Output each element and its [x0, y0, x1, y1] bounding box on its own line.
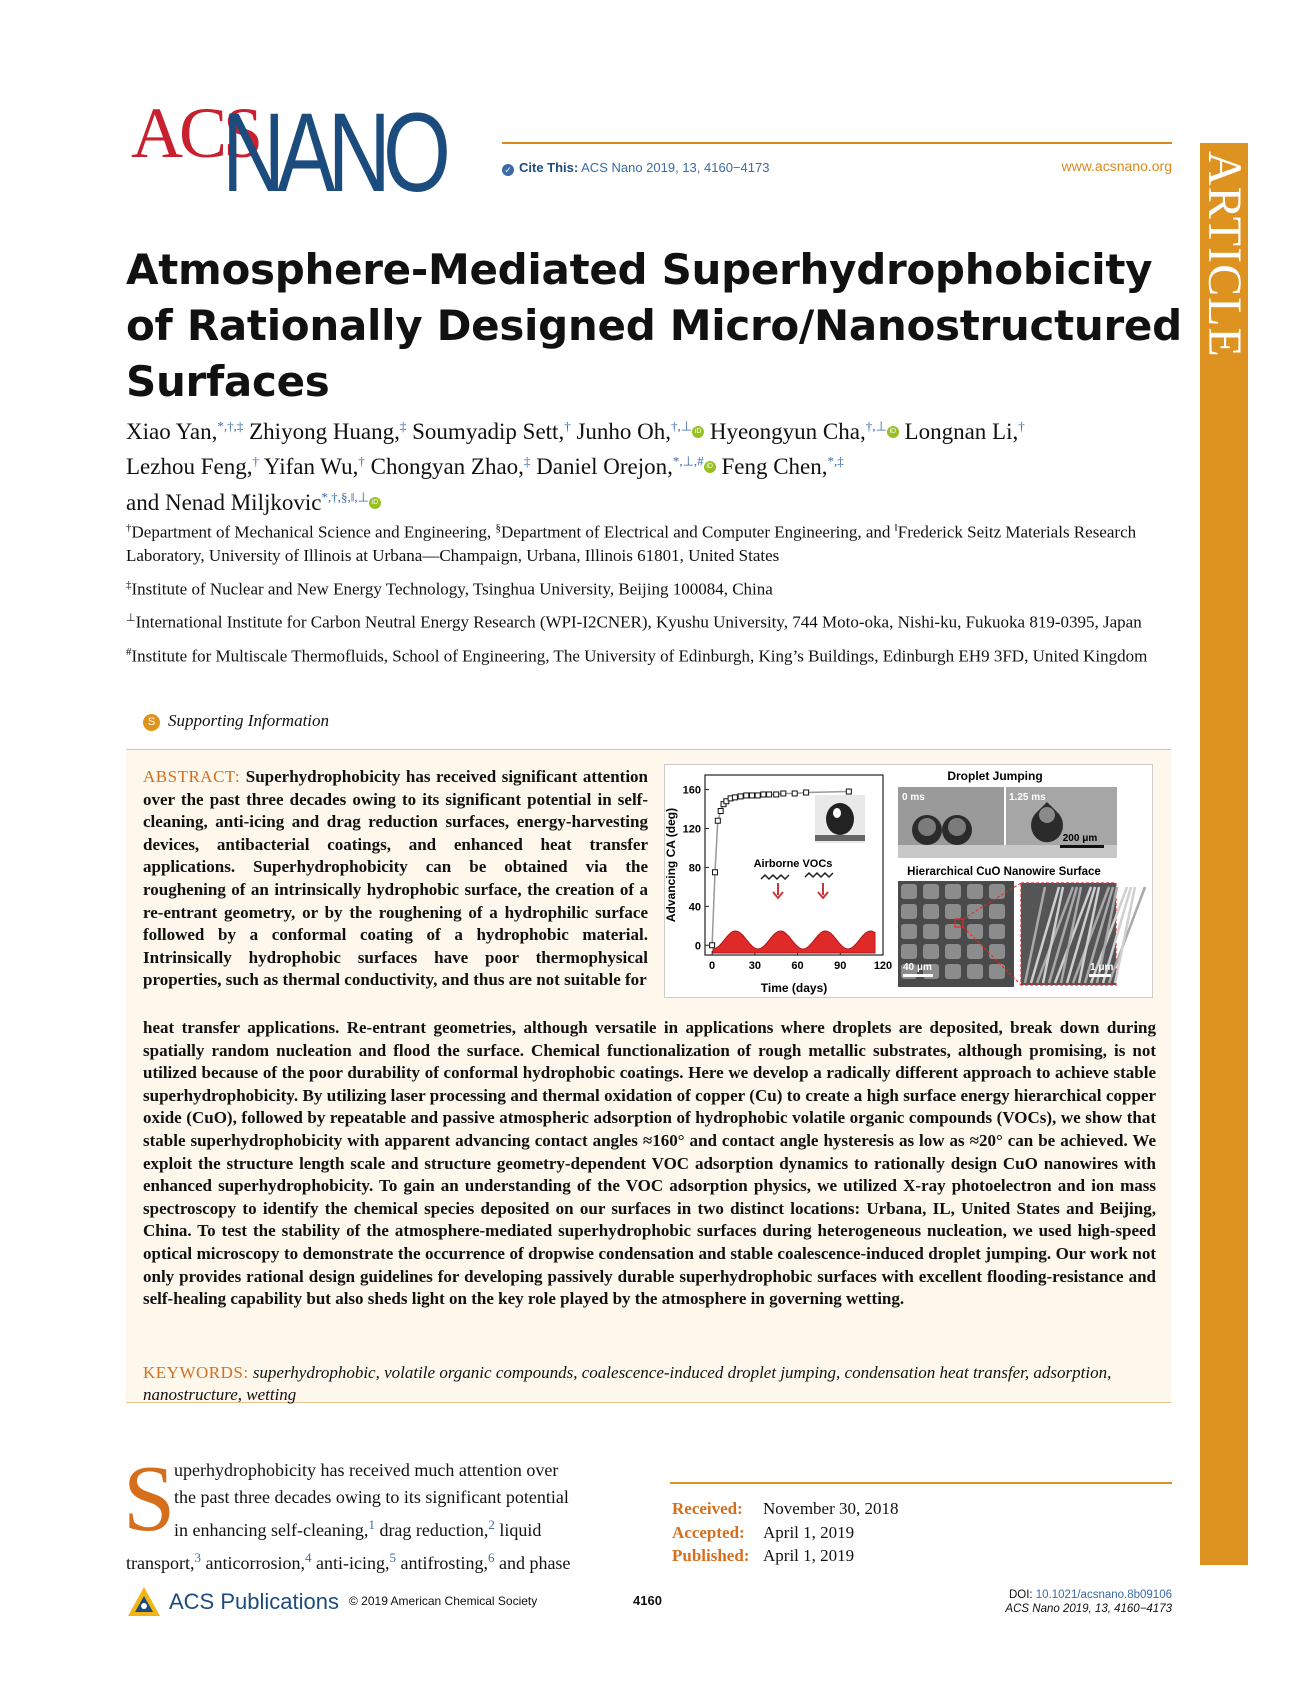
keywords-list: superhydrophobic, volatile organic compounds, coalescence-induced droplet jumping, condensation heat transfer, adsorption, nanostructure, wetting — [143, 1363, 1112, 1404]
ref-link[interactable]: 2 — [488, 1517, 495, 1532]
cite-this[interactable] — [502, 160, 769, 176]
sem-pillar — [923, 944, 939, 959]
supporting-information-link[interactable] — [143, 711, 329, 731]
accepted-date: Accepted: April 1, 2019 — [672, 1522, 855, 1542]
author[interactable]: Lezhou Feng,† — [126, 453, 259, 480]
sem-pillar — [989, 924, 1005, 939]
data-point — [718, 809, 723, 814]
header-rule — [502, 142, 1172, 144]
ref-link[interactable]: 5 — [389, 1550, 396, 1565]
x-tick-label: 120 — [873, 960, 893, 972]
abstract-body: heat transfer applications. Re-entrant geometries, although versatile in applications where droplets are deposited, break down during spatially random nucleation and flood the surface. Chemical functionalization of rough metallic substrates, although promising, is not utilized because of the poor durability of conformal hydrophobic coatings. Here we develop a radically different approach to achieve stable superhydrophobicity. By utilizing laser processing and thermal oxidation of copper (Cu) to create a high surface energy hierarchical copper oxide (CuO), followed by repeatable and passive atmospheric adsorption of hydrophobic volatile organic compounds (VOCs), we show that stable superhydrophobicity with apparent advancing contact angles ≈160° and contact angle hysteresis as low as ≈20° can be achieved. We exploit the structure length scale and structure geometry-dependent VOC adsorption dynamics to rationally design CuO nanowires with enhanced superhydrophobicity. To gain an understanding of the VOC adsorption physics, we utilized X-ray photoelectron and ion mass spectroscopy to identify the chemical species deposited on our surfaces in two distinct locations: Urbana, IL, United States and Beijing, China. To test the stability of the atmosphere-mediated superhydrophobic surfaces during heterogeneous nucleation, we used high-speed optical microscopy to demonstrate the occurrence of dropwise condensation and stable coalescence-induced droplet jumping. Our work not only provides rational design guidelines for developing passively durable superhydrophobic surfaces with excellent flooding-resistance and self-healing capability but also sheds light on the key role played by the atmosphere in governing wetting. — [143, 1018, 1156, 1309]
sem-pillar — [923, 924, 939, 939]
scale-200um: 200 μm — [1062, 833, 1098, 844]
ref-link[interactable]: 4 — [304, 1550, 312, 1565]
abstract-lead: ABSTRACT: Superhydrophobicity has received significant attention over the past three decades owing to its significant potential in self-cleaning, anti-icing and drag reduction surfaces, energy-harvesting devices, antibacterial coatings, and enhanced heat transfer applications. Superhydrophobicity can be obtained via the roughening of an intrinsically hydrophobic surface, the creation of a re-entrant geometry, or by the roughening of a hydrophilic surface followed by a conformal coating of a hydrophobic material. Intrinsically hydrophobic surfaces have poor thermophysical properties, such as thermal conductivity, and thus are not suitable for — [143, 767, 648, 990]
intro-paragraph: uperhydrophobicity has received much attention over the past three decades owing to its significant potential in enhancing self-cleaning,$^1$ drag reduction,$^2$ liquid transport,$^3$ anticorrosion,$^4$ anti-icing,$^5$ antifrosting,$^6$ and phase — [126, 1460, 571, 1573]
author[interactable]: Daniel Orejon,*,⊥,# iD — [536, 454, 716, 479]
sem-pillar — [967, 884, 983, 899]
ref-link[interactable]: 3 — [194, 1550, 201, 1565]
article-section-bar — [1198, 143, 1251, 1565]
data-point — [846, 789, 851, 794]
data-point — [749, 793, 754, 798]
published-date: Published: April 1, 2019 — [672, 1546, 855, 1565]
y-tick-label: 80 — [688, 862, 701, 875]
scale-1um: 1 μm — [1090, 962, 1114, 973]
author[interactable]: Yifan Wu,† — [263, 453, 365, 480]
author[interactable]: Zhiyong Huang,‡ — [249, 418, 407, 444]
sem-pillar — [989, 884, 1005, 899]
data-point — [710, 943, 715, 948]
label-125ms: 1.25 ms — [1009, 792, 1046, 803]
data-point — [738, 794, 743, 799]
affiliation-1: †Department of Mechanical Science and Engineering, §Department of Electrical and Computer Engineering, and ‖Frederick Seitz Materials Research Laboratory, University of Illinois at Urbana—Champaign, Urbana, Illinois 61801, United States — [126, 522, 1137, 565]
x-tick-label: 90 — [834, 960, 847, 972]
ref-link[interactable]: 1 — [368, 1517, 375, 1532]
data-point — [732, 795, 737, 800]
supporting-info-label[interactable]: Supporting Information — [168, 711, 330, 730]
footer-citation: ACS Nano 2019, 13, 4160−4173 — [1005, 1603, 1172, 1615]
doi-block: DOI: 10.1021/acsnano.8b09106 ACS Nano 2019, 13, 4160−4173 — [1005, 1589, 1172, 1615]
scale-40um: 40 μm — [903, 962, 932, 973]
sem-pillar — [901, 904, 917, 919]
x-axis-label: Time (days) — [760, 981, 828, 995]
affiliation-3: ⊥International Institute for Carbon Neutral Energy Research (WPI-I2CNER), Kyushu University, 744 Moto-oka, Nishi-ku, Fukuoka 819-0395, Japan — [126, 612, 1142, 632]
received-date: Received: November 30, 2018 — [672, 1499, 899, 1518]
sem-pillar — [967, 904, 983, 919]
sem-pillar — [901, 944, 917, 959]
author[interactable]: Longnan Li,† — [904, 418, 1025, 444]
data-point — [767, 792, 772, 797]
affiliation-4: #Institute for Multiscale Thermofluids, School of Engineering, The University of Edinburgh, King’s Buildings, Edinburgh EH9 3FD, United Kingdom — [126, 645, 1148, 666]
data-point — [792, 791, 797, 796]
ref-link[interactable]: 6 — [487, 1550, 495, 1565]
check-icon: ✓ — [502, 164, 514, 176]
sem-pillar — [967, 944, 983, 959]
orcid-icon[interactable]: iD — [692, 426, 704, 438]
sem-pillar — [923, 904, 939, 919]
data-point — [781, 791, 786, 796]
paper-title: Atmosphere-Mediated Superhydrophobicity of Rationally Designed Micro/Nanostructured Surfaces — [126, 245, 1182, 406]
x-tick-label: 60 — [791, 960, 804, 972]
affiliations — [126, 517, 1176, 675]
data-point — [804, 790, 809, 795]
sem-pillar — [967, 964, 983, 979]
sem-pillar — [945, 944, 961, 959]
section-label: ARTICLE — [1198, 151, 1251, 358]
author[interactable]: and Nenad Miljkovic*,†,§,‖,⊥ iD — [126, 490, 381, 515]
y-tick-label: 120 — [682, 823, 701, 836]
y-axis-label: Advancing CA (deg) — [665, 807, 678, 923]
journal-url[interactable]: www.acsnano.org — [1061, 158, 1172, 174]
x-tick-label: 0 — [709, 960, 716, 972]
keywords-heading: KEYWORDS: — [143, 1363, 249, 1382]
affiliation-2: ‡Institute of Nuclear and New Energy Technology, Tsinghua University, Beijing 100084, China — [126, 578, 773, 599]
supporting-info-icon: S — [143, 714, 160, 731]
sem-pillar — [989, 944, 1005, 959]
y-tick-label: 40 — [688, 901, 701, 914]
orcid-icon[interactable]: iD — [887, 426, 899, 438]
author-list — [126, 411, 1176, 518]
sem-pillar — [945, 924, 961, 939]
droplet-jumping-label: Droplet Jumping — [947, 769, 1043, 783]
author[interactable]: Junho Oh,†,⊥ iD — [576, 419, 704, 444]
nano-logo-text: NANO — [222, 90, 444, 215]
abstract-heading: ABSTRACT: — [143, 767, 241, 786]
data-point — [744, 793, 749, 798]
cite-label: Cite This: — [519, 160, 579, 175]
publication-dates — [672, 1497, 899, 1568]
data-point — [774, 792, 779, 797]
airborne-vocs-label: Airborne VOCs — [753, 858, 833, 870]
y-tick-label: 160 — [682, 784, 701, 797]
data-point — [755, 793, 760, 798]
data-point — [712, 870, 717, 875]
author[interactable]: Chongyan Zhao,‡ — [370, 453, 531, 480]
author[interactable]: Xiao Yan,*,†,‡ — [126, 418, 244, 444]
sem-pillar — [901, 924, 917, 939]
droplet-icon — [826, 803, 854, 835]
sem-pillar — [945, 884, 961, 899]
author[interactable]: Feng Chen,*,‡ — [721, 453, 844, 480]
label-0ms: 0 ms — [902, 792, 925, 803]
sem-pillar — [901, 884, 917, 899]
keywords — [143, 1362, 1156, 1406]
author[interactable]: Hyeongyun Cha,†,⊥ iD — [710, 419, 899, 444]
acs-publications-icon — [126, 1584, 162, 1620]
dates-rule — [670, 1482, 1172, 1484]
x-tick-label: 30 — [748, 960, 761, 972]
author[interactable]: Soumyadip Sett,† — [412, 418, 571, 444]
page-number: 4160 — [633, 1593, 662, 1608]
cite-value[interactable]: ACS Nano 2019, 13, 4160−4173 — [581, 160, 770, 175]
data-point — [715, 818, 720, 823]
acs-publications-link[interactable]: ACS Publications — [169, 1589, 339, 1614]
sem-pillar — [989, 904, 1005, 919]
sem-pillar — [945, 904, 961, 919]
sem-pillar — [923, 884, 939, 899]
dropcap: S — [123, 1447, 176, 1551]
orcid-icon[interactable]: iD — [369, 497, 381, 509]
contact-angle-chart — [665, 775, 892, 995]
acs-logo-text: ACS — [131, 93, 260, 173]
y-tick-label: 0 — [694, 940, 701, 953]
toc-graphic[interactable] — [664, 764, 1153, 998]
copyright: © 2019 American Chemical Society — [349, 1594, 538, 1608]
doi-link[interactable]: 10.1021/acsnano.8b09106 — [1035, 1589, 1172, 1601]
sem-pillar — [967, 924, 983, 939]
data-point — [761, 792, 766, 797]
sem-pillar — [945, 964, 961, 979]
orcid-icon[interactable]: iD — [704, 461, 716, 473]
hierarchical-label: Hierarchical CuO Nanowire Surface — [907, 866, 1101, 878]
